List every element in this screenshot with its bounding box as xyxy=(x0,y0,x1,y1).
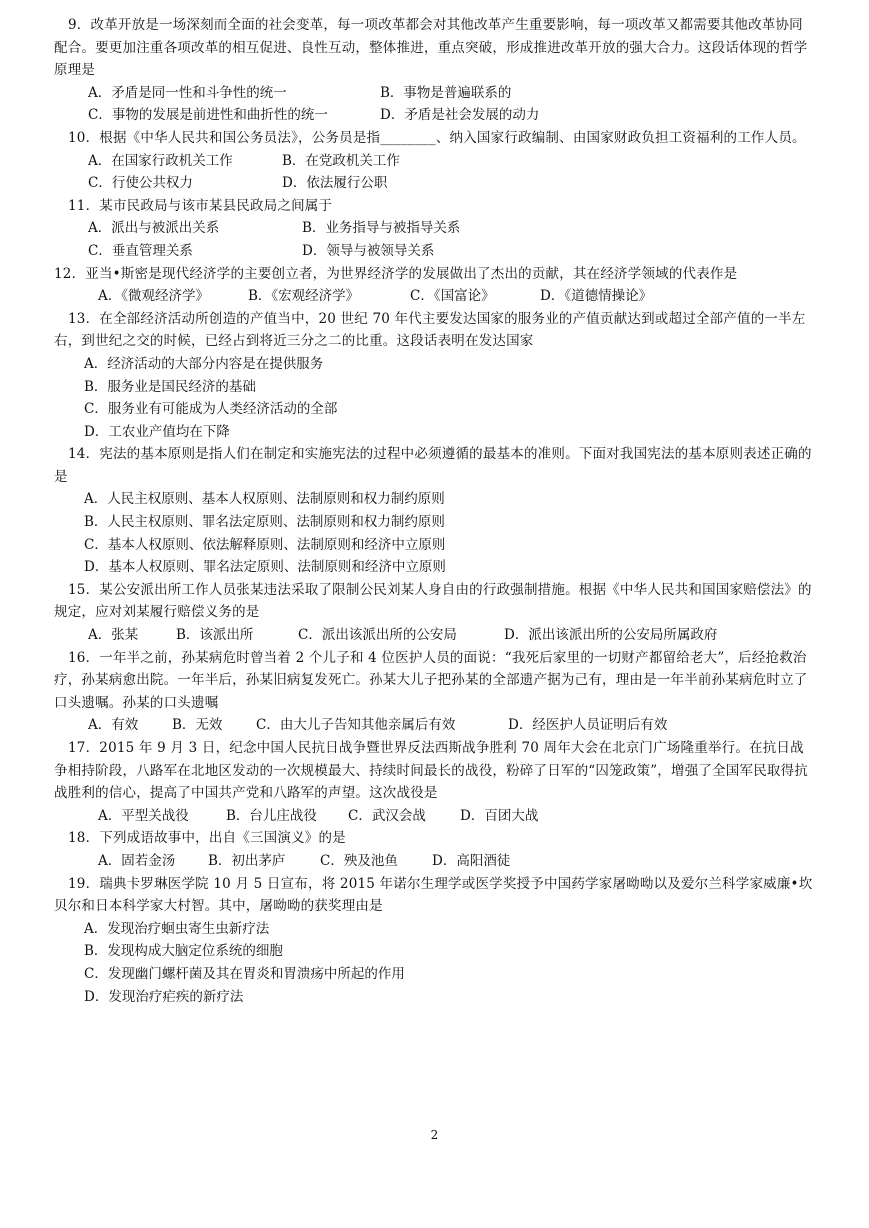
question-stem: 11．某市民政局与该市某县民政局之间属于 xyxy=(68,197,333,214)
question-stem: 10．根据《中华人民共和国公务员法》，公务员是指________、纳入国家行政编制、由国家财政负担工资福利的工作人员。 xyxy=(68,129,806,146)
question-stem: 19．瑞典卡罗琳医学院 10 月 5 日宣布，将 2015 年诺尔生理学或医学奖授予中国药学家屠呦呦以及爱尔兰科学家威廉•坎贝尔和日本科学家大村智。其中，屠呦呦的获奖理由是 xyxy=(54,875,813,915)
question-16 xyxy=(54,647,815,737)
options xyxy=(54,217,815,262)
option-d: D．工农业产值均在下降 xyxy=(84,423,230,440)
question-18 xyxy=(54,827,815,872)
options xyxy=(54,285,815,308)
question-stem: 16．一年半之前，孙某病危时曾当着 2 个儿子和 4 位医护人员的面说：“我死后家里的一切财产都留给老大”，后经抢救治疗，孙某病愈出院。一年半后，孙某旧病复发死亡。孙某大儿子把孙某的全部遗产据为己有，理由是一年半前孙某病危时立了口头遗嘱。孙某的口头遗嘱 xyxy=(54,649,808,711)
option-b: B．初出茅庐 xyxy=(208,852,286,869)
options xyxy=(54,82,815,127)
option-c: C．服务业有可能成为人类经济活动的全部 xyxy=(84,401,338,418)
option-b: B．《宏观经济学》 xyxy=(248,288,360,305)
question-stem: 12．亚当•斯密是现代经济学的主要创立者，为世界经济学的发展做出了杰出的贡献，其在经济学领域的代表作是 xyxy=(54,265,738,282)
option-b: B．服务业是国民经济的基础 xyxy=(84,378,256,395)
option-d: D．发现治疗疟疾的新疗法 xyxy=(84,988,244,1005)
option-d: D．百团大战 xyxy=(460,807,539,824)
question-13 xyxy=(54,308,815,444)
option-a: A．在国家行政机关工作 xyxy=(88,152,233,169)
option-d: D．《道德情操论》 xyxy=(540,288,653,305)
option-b: B．人民主权原则、罪名法定原则、法制原则和权力制约原则 xyxy=(84,514,445,531)
option-b: B．业务指导与被指导关系 xyxy=(302,220,461,237)
question-9 xyxy=(54,14,815,127)
option-b: B．在党政机关工作 xyxy=(282,152,400,169)
option-c: C．行使公共权力 xyxy=(88,175,193,192)
option-c: C．派出该派出所的公安局 xyxy=(298,627,457,644)
option-d: D．领导与被领导关系 xyxy=(302,242,435,259)
option-b: B．发现构成大脑定位系统的细胞 xyxy=(84,943,283,960)
option-c: C．殃及池鱼 xyxy=(320,852,398,869)
question-stem: 15．某公安派出所工作人员张某违法采取了限制公民刘某人身自由的行政强制措施。根据《中华人民共和国国家赔偿法》的规定，应对刘某履行赔偿义务的是 xyxy=(54,581,812,621)
question-12 xyxy=(54,263,815,308)
option-d: D．依法履行公职 xyxy=(282,175,388,192)
question-stem: 18．下列成语故事中，出自《三国演义》的是 xyxy=(68,830,346,847)
question-stem: 13．在全部经济活动所创造的产值当中，20 世纪 70 年代主要发达国家的服务业的产值贡献达到或超过全部产值的一半左右，到世纪之交的时候，已经占到将近三分之二的比重。这段话表明在发达国家 xyxy=(54,310,806,350)
option-a: A．派出与被派出关系 xyxy=(88,220,220,237)
option-a: A．经济活动的大部分内容是在提供服务 xyxy=(84,355,324,372)
options xyxy=(54,150,815,195)
options xyxy=(54,714,815,737)
option-a: A．发现治疗蛔虫寄生虫新疗法 xyxy=(84,920,270,937)
option-d: D．高阳酒徒 xyxy=(432,852,511,869)
question-17 xyxy=(54,737,815,827)
question-19 xyxy=(54,873,815,1009)
option-d: D．矛盾是社会发展的动力 xyxy=(380,107,540,124)
option-a: A．《微观经济学》 xyxy=(98,288,209,305)
option-c: C．由大儿子告知其他亲属后有效 xyxy=(256,717,456,734)
question-stem: 17．2015 年 9 月 3 日，纪念中国人民抗日战争暨世界反法西斯战争胜利 70 周年大会在北京门广场隆重举行。在抗日战争相持阶段，八路军在北地区发动的一次规模最大、持续时间最长的战役，粉碎了日军的“囚笼政策”，增强了全国军民取得抗战胜利的信心，提高了中国共产党和八路军的声望。这次战役是 xyxy=(54,740,809,802)
option-a: A．固若金汤 xyxy=(98,852,176,869)
question-14 xyxy=(54,443,815,579)
option-c: C．武汉会战 xyxy=(348,807,426,824)
option-c: C．垂直管理关系 xyxy=(88,242,193,259)
option-a: A．矛盾是同一性和斗争性的统一 xyxy=(88,84,287,101)
option-d: D．派出该派出所的公安局所属政府 xyxy=(504,627,718,644)
question-15 xyxy=(54,579,815,647)
option-b: B．台儿庄战役 xyxy=(226,807,317,824)
option-c: C．事物的发展是前进性和曲折性的统一 xyxy=(88,107,328,124)
option-b: B．事物是普遍联系的 xyxy=(380,84,512,101)
page-number: 2 xyxy=(430,1128,439,1142)
options xyxy=(54,850,815,873)
option-c: C．基本人权原则、依法解释原则、法制原则和经济中立原则 xyxy=(84,536,446,553)
option-b: B．该派出所 xyxy=(176,627,254,644)
option-c: C．《国富论》 xyxy=(410,288,495,305)
option-b: B．无效 xyxy=(172,717,223,734)
option-a: A．有效 xyxy=(88,717,139,734)
question-stem: 9．改革开放是一场深刻而全面的社会变革，每一项改革都会对其他改革产生重要影响，每一项改革又都需要其他改革协同配合。要更加注重各项改革的相互促进、良性互动，整体推进，重点突破，形成推进改革开放的强大合力。这段话体现的哲学原理是 xyxy=(54,17,808,79)
question-10 xyxy=(54,127,815,195)
question-11 xyxy=(54,195,815,263)
option-a: A．平型关战役 xyxy=(98,807,189,824)
option-a: A．张某 xyxy=(88,627,139,644)
option-d: D．基本人权原则、罪名法定原则、法制原则和经济中立原则 xyxy=(84,559,446,576)
question-stem: 14．宪法的基本原则是指人们在制定和实施宪法的过程中必须遵循的最基本的准则。下面对我国宪法的基本原则表述正确的是 xyxy=(54,446,812,485)
option-c: C．发现幽门螺杆菌及其在胃炎和胃溃疡中所起的作用 xyxy=(84,965,405,982)
option-a: A．人民主权原则、基本人权原则、法制原则和权力制约原则 xyxy=(84,491,445,508)
options xyxy=(54,805,815,828)
option-d: D．经医护人员证明后有效 xyxy=(508,717,668,734)
options xyxy=(54,624,815,647)
